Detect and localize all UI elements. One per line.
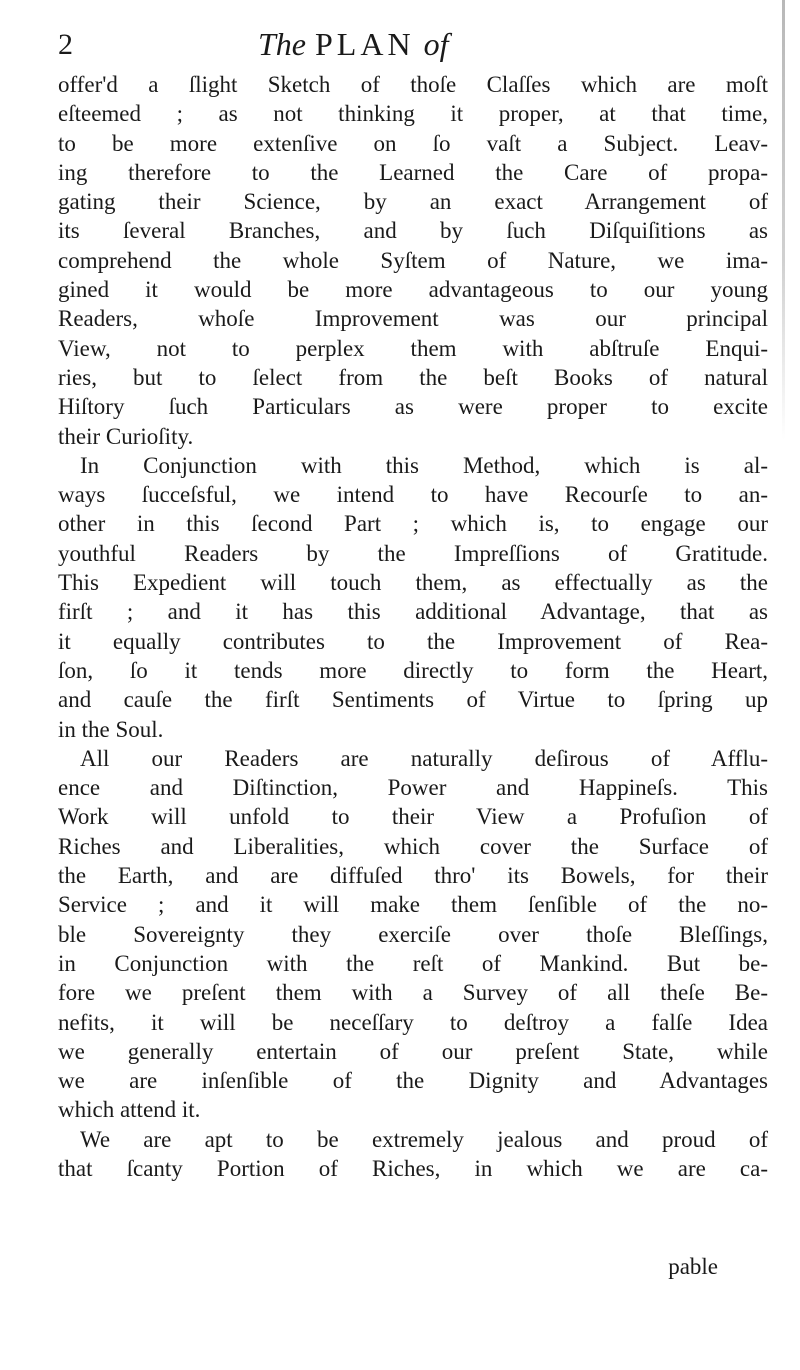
text-line: we are inſenſible of the Dignity and Advantages xyxy=(58,1068,768,1094)
text-line: In Conjunction with this Method, which is al- xyxy=(80,452,768,478)
text-line: firſt ; and it has this additional Advantage, that as xyxy=(58,599,768,625)
text-line: Service ; and it will make them ſenſible of the no- xyxy=(58,892,768,918)
text-line: We are apt to be extremely jealous and proud of xyxy=(80,1126,768,1152)
text-line: ways ſucceſsful, we intend to have Recourſe to an- xyxy=(58,482,768,508)
text-line: Hiſtory ſuch Particulars as were proper to excite xyxy=(58,394,768,420)
text-line: offer'd a ſlight Sketch of thoſe Claſſes which are moſt xyxy=(58,72,768,97)
text-line: it equally contributes to the Improvement of Rea- xyxy=(58,628,768,654)
text-line: the Earth, and are diffuſed thro' its Bowels, for their xyxy=(58,863,768,889)
text-line: ing therefore to the Learned the Care of propa- xyxy=(58,159,768,185)
running-title-of: of xyxy=(423,26,449,62)
text-line: ries, but to ſelect from the beſt Books of natural xyxy=(58,364,768,390)
text-line: youthful Readers by the Impreſſions of Gratitude. xyxy=(58,540,768,566)
text-line: gating their Science, by an exact Arrangement of xyxy=(58,189,768,215)
text-line: This Expedient will touch them, as effectually as the xyxy=(58,570,768,596)
text-line: nefits, it will be neceſſary to deſtroy a falſe Idea xyxy=(58,1009,768,1035)
running-title xyxy=(258,24,448,64)
text-line: View, not to perplex them with abſtruſe Enqui- xyxy=(58,335,768,361)
text-line: Readers, whoſe Improvement was our principal xyxy=(58,306,768,332)
text-line: their Curioſity. xyxy=(58,423,194,449)
text-line: ble Sovereignty they exerciſe over thoſe Bleſſings, xyxy=(58,921,768,947)
body-text xyxy=(58,70,768,1183)
text-line: and cauſe the firſt Sentiments of Virtue to ſpring up xyxy=(58,687,768,713)
text-line: ſon, ſo it tends more directly to form the Heart, xyxy=(58,657,768,683)
running-title-the: The xyxy=(258,26,306,62)
text-line: comprehend the whole Syſtem of Nature, we ima- xyxy=(58,247,768,273)
text-line: that ſcanty Portion of Riches, in which we are ca- xyxy=(58,1155,768,1181)
text-line: in the Soul. xyxy=(58,716,164,742)
text-line: its ſeveral Branches, and by ſuch Diſquiſitions as xyxy=(58,218,768,244)
text-line: to be more extenſive on ſo vaſt a Subject. Leav- xyxy=(58,130,768,156)
text-line: eſteemed ; as not thinking it proper, at that time, xyxy=(58,101,768,127)
text-line: gined it would be more advantageous to our young xyxy=(58,277,768,303)
text-line: in Conjunction with the reſt of Mankind. But be- xyxy=(58,950,768,976)
text-line: Riches and Liberalities, which cover the Surface of xyxy=(58,833,768,859)
text-line: ence and Diſtinction, Power and Happineſs. This xyxy=(58,775,768,801)
page-edge-shadow xyxy=(782,0,785,440)
text-line: fore we preſent them with a Survey of all theſe Be- xyxy=(58,980,768,1006)
running-head xyxy=(58,16,758,66)
text-line: Work will unfold to their View a Profuſion of xyxy=(58,804,768,830)
catchword: pable xyxy=(668,1254,718,1279)
text-line: All our Readers are naturally deſirous of Afflu- xyxy=(80,745,768,771)
running-title-plan: PLAN xyxy=(315,26,415,62)
text-line: other in this ſecond Part ; which is, to engage our xyxy=(58,511,768,537)
page-number: 2 xyxy=(58,28,73,61)
text-line: which attend it. xyxy=(58,1097,201,1123)
text-line: we generally entertain of our preſent State, while xyxy=(58,1038,768,1064)
